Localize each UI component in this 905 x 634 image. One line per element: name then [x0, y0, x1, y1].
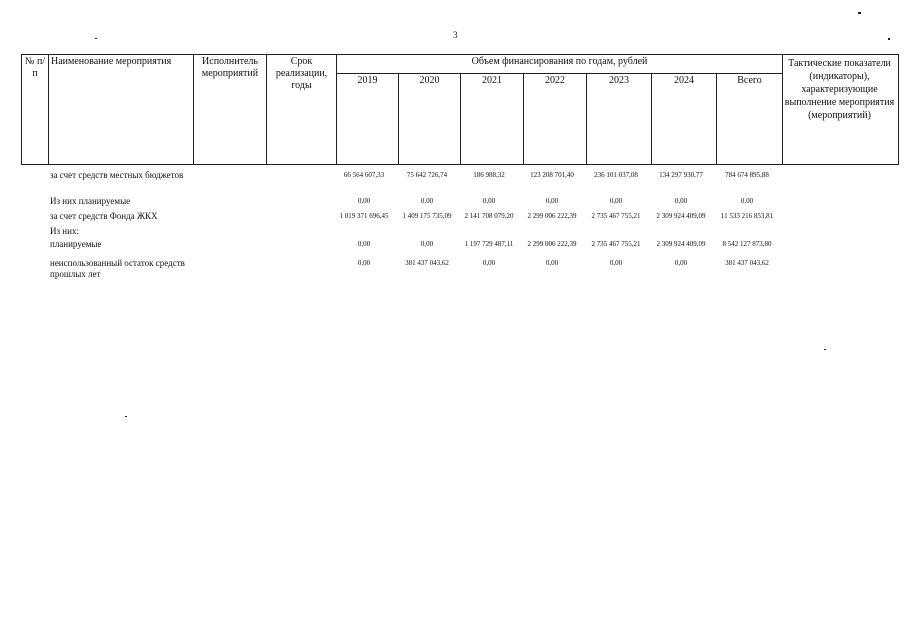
col-funding-header: Объем финансирования по годам, рублей — [337, 55, 783, 74]
table-row — [0, 211, 905, 223]
col-term-header: Срок реализации, годы — [267, 55, 337, 165]
row-value: 2 735 467 755,21 — [591, 240, 641, 248]
row-value: 2 309 924 409,09 — [656, 240, 706, 248]
row-value: 236 101 037,08 — [594, 171, 638, 179]
scan-speck — [95, 38, 97, 39]
year-header-2020: 2020 — [399, 74, 461, 165]
scan-speck — [858, 12, 861, 14]
row-value: 0,00 — [420, 240, 434, 248]
row-value: 75 642 726,74 — [406, 171, 448, 179]
row-value: 123 208 701,40 — [530, 171, 574, 179]
year-header-2024: 2024 — [652, 74, 717, 165]
col-executor-header: Исполнитель мероприятий — [194, 55, 267, 165]
row-label: Из них планируемые — [50, 196, 131, 206]
row-label: Из них: — [50, 226, 79, 236]
scan-speck — [888, 38, 890, 40]
row-value: 0,00 — [482, 197, 496, 205]
row-value: 381 437 043,62 — [405, 259, 449, 267]
row-value: 0,00 — [545, 197, 559, 205]
col-name-header: Наименование мероприятия — [49, 55, 194, 165]
row-value: 784 674 895,88 — [725, 171, 769, 179]
row-value: 8 542 127 873,80 — [722, 240, 772, 248]
year-header-2021: 2021 — [461, 74, 524, 165]
row-value: 0,00 — [740, 197, 754, 205]
row-value: 0,00 — [357, 197, 371, 205]
row-value: 2 299 006 222,39 — [527, 240, 577, 248]
row-value: 2 309 924 409,09 — [656, 212, 706, 220]
table-row — [0, 239, 905, 251]
year-header-2022: 2022 — [524, 74, 587, 165]
row-label: планируемые — [50, 239, 102, 249]
row-value: 2 735 467 755,21 — [591, 212, 641, 220]
row-value: 0,00 — [609, 197, 623, 205]
row-value: 381 437 043,62 — [725, 259, 769, 267]
row-value: 186 988,32 — [473, 171, 505, 179]
scan-speck — [824, 349, 826, 350]
row-value: 11 533 216 853,81 — [720, 212, 774, 220]
row-value: 66 564 607,33 — [343, 171, 385, 179]
table-row — [0, 226, 905, 238]
row-value: 1 019 371 696,45 — [339, 212, 389, 220]
page-number: 3 — [453, 30, 458, 40]
row-value: 0,00 — [609, 259, 623, 267]
row-value: 0,00 — [674, 259, 688, 267]
row-label: за счет средств местных бюджетов — [50, 170, 184, 180]
col-num-header: № п/п — [22, 55, 49, 165]
tactical-indicators-header: Тактические показатели (индикаторы), характеризующие выполнение мероприятия (мероприятий) — [781, 54, 899, 165]
table-row — [0, 258, 905, 279]
row-value: 0,00 — [357, 259, 371, 267]
row-value: 1 409 175 735,09 — [402, 212, 452, 220]
row-value: 0,00 — [357, 240, 371, 248]
year-header-2019: 2019 — [337, 74, 399, 165]
funding-table-header — [21, 54, 783, 165]
total-header: Всего — [717, 74, 783, 165]
row-value: 0,00 — [420, 197, 434, 205]
row-value: 134 297 930,77 — [659, 171, 703, 179]
year-header-2023: 2023 — [587, 74, 652, 165]
row-label: неиспользованный остаток средств прошлых лет — [50, 258, 185, 279]
row-value: 2 299 006 222,39 — [527, 212, 577, 220]
row-value: 2 141 708 079,20 — [464, 212, 514, 220]
row-label: за счет средств Фонда ЖКХ — [50, 211, 158, 221]
row-value: 0,00 — [545, 259, 559, 267]
scan-speck — [125, 416, 127, 417]
row-value: 1 197 729 487,11 — [464, 240, 514, 248]
table-row — [0, 196, 905, 208]
row-value: 0,00 — [482, 259, 496, 267]
table-row — [0, 170, 905, 182]
row-value: 0,00 — [674, 197, 688, 205]
